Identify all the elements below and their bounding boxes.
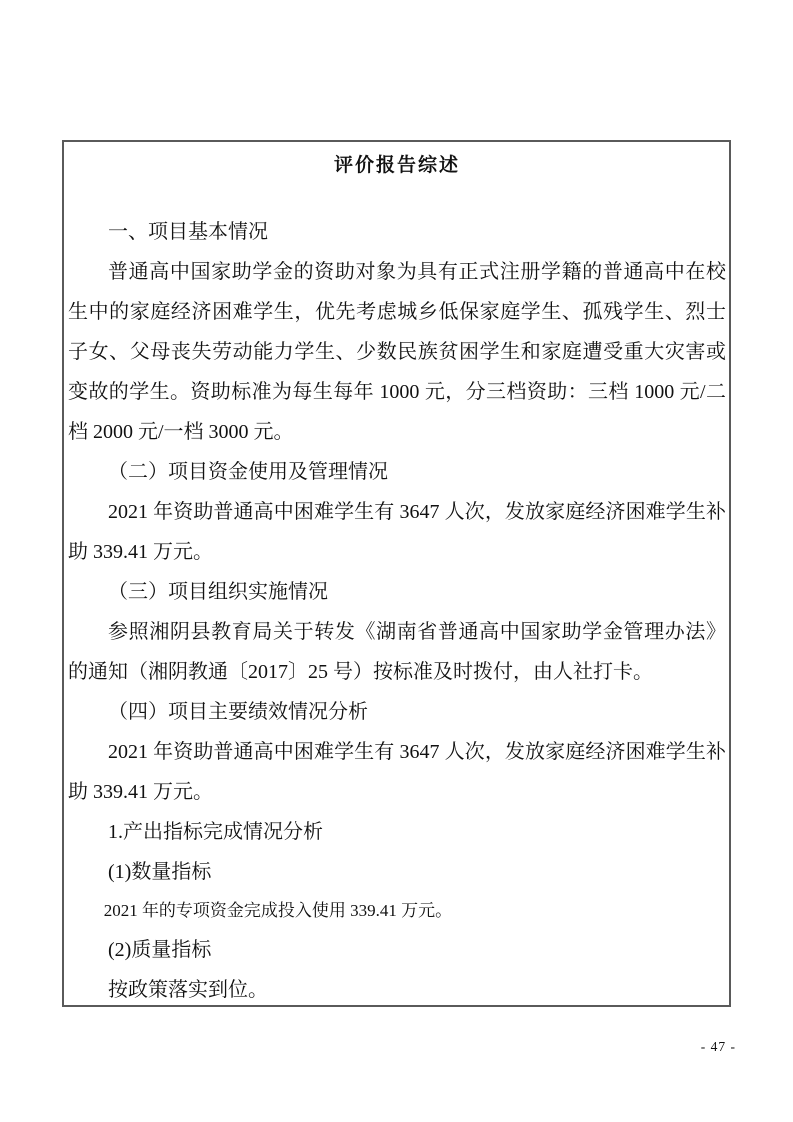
report-border-box bbox=[62, 140, 731, 1007]
paragraph: 参照湘阴县教育局关于转发《湖南省普通高中国家助学金管理办法》的通知（湘阴教通〔2017〕25 号）按标准及时拨付，由人社打卡。 bbox=[68, 621, 726, 683]
paragraph: (2)质量指标 bbox=[108, 939, 212, 961]
paragraph: 2021 年的专项资金完成投入使用 339.41 万元。 bbox=[103, 901, 453, 920]
paragraph: 1.产出指标完成情况分析 bbox=[108, 821, 323, 843]
paragraph: (1)数量指标 bbox=[108, 861, 212, 883]
paragraph: （四）项目主要绩效情况分析 bbox=[108, 701, 368, 723]
paragraph: （三）项目组织实施情况 bbox=[108, 581, 328, 603]
report-title: 评价报告综述 bbox=[333, 155, 460, 176]
paragraph: 按政策落实到位。 bbox=[108, 979, 268, 1001]
paragraph: 一、项目基本情况 bbox=[108, 221, 268, 243]
paragraph: 普通高中国家助学金的资助对象为具有正式注册学籍的普通高中在校生中的家庭经济困难学生，优先考虑城乡低保家庭学生、孤残学生、烈士子女、父母丧失劳动能力学生、少数民族贫困学生和家庭遭受重大灾害或变故的学生。资助标准为每生每年 1000 元，分三档资助：三档 1000 元/二档 2000 元/一档 3000 元。 bbox=[68, 261, 726, 443]
paragraph: （二）项目资金使用及管理情况 bbox=[108, 461, 388, 483]
paragraph: 2021 年资助普通高中困难学生有 3647 人次，发放家庭经济困难学生补助 339.41 万元。 bbox=[68, 501, 726, 563]
paragraph: 2021 年资助普通高中困难学生有 3647 人次，发放家庭经济困难学生补助 339.41 万元。 bbox=[68, 741, 726, 803]
report-body bbox=[68, 212, 726, 1010]
page-number: - 47 - bbox=[700, 1039, 736, 1054]
